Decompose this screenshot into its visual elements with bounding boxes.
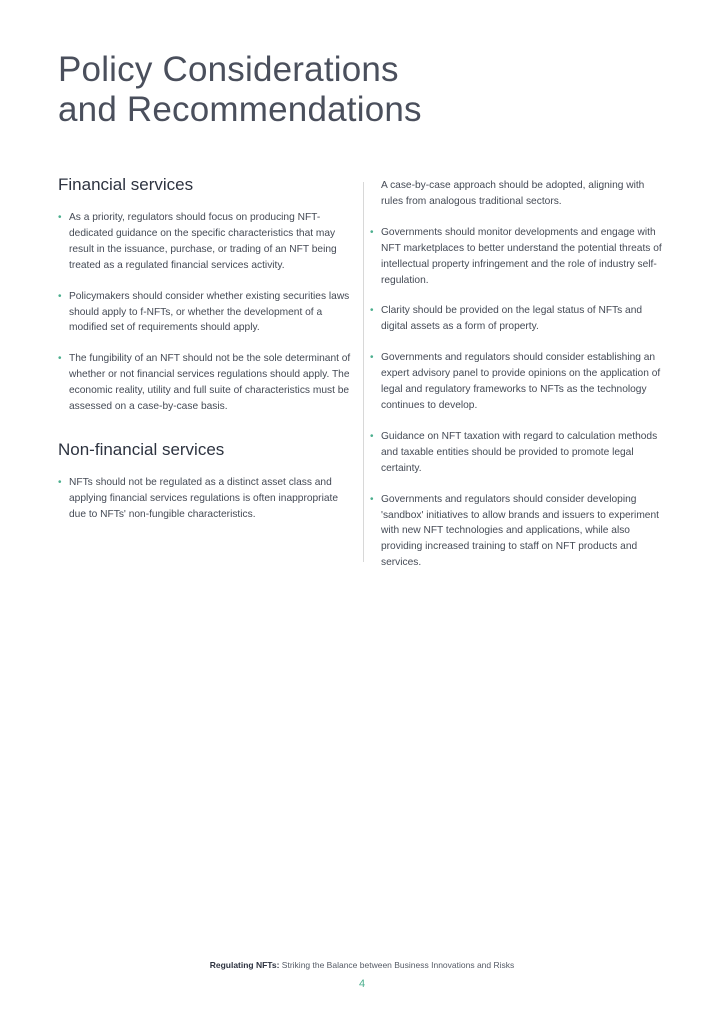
list-item xyxy=(370,303,666,335)
page-title-line-1: Policy Considerations xyxy=(58,50,399,89)
right-column xyxy=(370,178,666,586)
list-item xyxy=(370,225,666,289)
list-item xyxy=(58,210,354,274)
non-financial-recommendations-list xyxy=(370,225,666,571)
bullet-icon: • xyxy=(370,493,374,505)
list-item xyxy=(370,492,666,572)
page-number: 4 xyxy=(358,978,366,990)
footer-running-title xyxy=(0,960,724,970)
list-item-text: The fungibility of an NFT should not be the sole determinant of whether or not financial services regulations should apply. The economic reality, utility and full suite of characteristics must be assessed on a case-by-case basis. xyxy=(69,353,351,413)
list-item-text: Policymakers should consider whether existing securities laws should apply to f-NFTs, or whether the development of a modified set of requirements should apply. xyxy=(69,290,350,334)
continued-paragraph: A case-by-case approach should be adopted, aligning with rules from analogous traditional sectors. xyxy=(381,180,645,207)
bullet-icon: • xyxy=(370,226,374,238)
non-financial-services-list xyxy=(58,475,354,523)
bullet-icon: • xyxy=(370,430,374,442)
page-title xyxy=(58,50,678,130)
financial-services-heading: Financial services xyxy=(58,175,194,194)
list-item-text: Governments and regulators should consider establishing an expert advisory panel to provide opinions on the application of legal and regulatory frameworks to NFTs as the technology continues to develop. xyxy=(381,352,661,411)
list-item xyxy=(58,475,354,523)
list-item xyxy=(370,429,666,477)
list-item xyxy=(370,350,666,414)
list-item xyxy=(58,351,354,415)
financial-services-list xyxy=(58,210,354,415)
bullet-icon: • xyxy=(58,212,62,223)
list-item-text: NFTs should not be regulated as a distinct asset class and applying financial services regulations is often inappropriate due to NFTs' non-fungible characteristics. xyxy=(69,476,338,520)
non-financial-services-heading: Non-financial services xyxy=(58,439,225,459)
list-item-text: Governments and regulators should consider developing 'sandbox' initiatives to allow brands and issuers to experiment with new NFT technologies and applications, while also providing increased training to staff on NFT products and services. xyxy=(381,493,659,569)
page-title-line-2: and Recommendations xyxy=(58,90,422,129)
list-item-text: Clarity should be provided on the legal status of NFTs and digital assets as a form of property. xyxy=(381,305,643,333)
footer-title-bold: Regulating NFTs: xyxy=(209,960,280,970)
list-item xyxy=(58,289,354,337)
bullet-icon: • xyxy=(370,305,374,317)
bullet-icon: • xyxy=(58,290,62,302)
list-item-text: Governments should monitor developments and engage with NFT marketplaces to better understand the potential threats of intellectual property infringement and the role of industry self-regulation. xyxy=(381,226,662,286)
bullet-icon: • xyxy=(58,476,62,488)
list-item-text: Guidance on NFT taxation with regard to calculation methods and taxable entities should be provided to promote legal certainty. xyxy=(381,430,658,474)
column-divider xyxy=(363,182,364,562)
left-column xyxy=(58,174,354,538)
list-item-text: As a priority, regulators should focus on producing NFT-dedicated guidance on the specific characteristics that may result in the issuance, purchase, or trading of an NFT being treated as a regulated financial services activity. xyxy=(69,212,337,271)
footer-title-text: Striking the Balance between Business Innovations and Risks xyxy=(279,960,515,970)
bullet-icon: • xyxy=(370,352,374,364)
bullet-icon: • xyxy=(58,353,62,365)
